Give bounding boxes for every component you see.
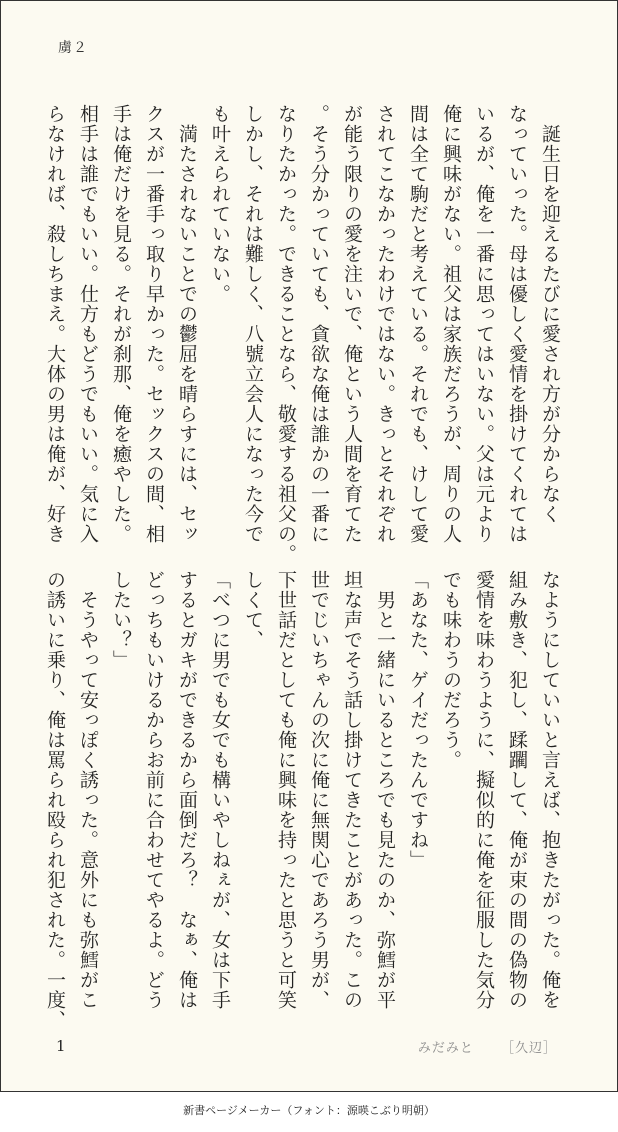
text-column: 「べつに男でも女でも構いやしねぇが、女は下手 (209, 570, 231, 1010)
text-column: でも味わうのだろう。 (440, 570, 462, 770)
text-column: 下世話だとしても俺に興味を持ったと思うと可笑 (275, 570, 297, 1010)
lower-text-block (44, 570, 566, 1030)
text-column: したい？」 (110, 570, 132, 670)
text-column: 愛情を味わうように、擬似的に俺を征服した気分 (473, 570, 495, 1010)
text-column: らなければ、殺しちまえ。大体の男は俺が、好き (44, 104, 66, 544)
text-column: 相手は誰でもいい。仕方もどうでもいい。気に入 (77, 104, 99, 544)
co-author-name: ［久辺］ (500, 1041, 557, 1056)
text-column: 。そう分かっていても、貪欲な俺は誰かの一番に (308, 104, 330, 544)
text-column: しかし、それは難しく、八號立会人になった今で (242, 104, 264, 544)
text-column: も叶えられていない。 (209, 104, 231, 304)
text-column: なりたかった。できることなら、敬愛する祖父の。 (275, 104, 297, 564)
text-column: クスが一番手っ取り早かった。セックスの間、相 (143, 104, 165, 544)
text-column: なっていった。母は優しく愛情を掛けてくれては (506, 104, 528, 544)
text-column: なようにしていいと言えば、抱きたがった。俺を (539, 570, 561, 1010)
author-credit (396, 1037, 557, 1056)
text-column: 誕生日を迎えるたびに愛され方が分からなく (539, 104, 561, 524)
text-column: 世でじいちゃんの次に俺に無関心であろう男が、 (308, 570, 330, 1010)
upper-text-block (44, 104, 566, 564)
text-column: されてこなかったわけではない。きっとそれぞれ (374, 104, 396, 544)
text-column: 満たされないことでの鬱屈を晴らすには、セッ (176, 104, 198, 544)
text-column: 坦な声でそう話し掛けてきたことがあった。この (341, 570, 363, 1010)
text-column: の誘いに乗り、俺は罵られ殴られ犯された。一度、 (44, 570, 66, 1030)
text-column: 「あなた、ゲイだったんですね」 (407, 570, 429, 870)
text-column: いるが、俺を一番に思ってはいない。父は元より (473, 104, 495, 544)
text-column: 手は俺だけを見る。それが刹那、俺を癒やした。 (110, 104, 132, 544)
author-name: みだみと (417, 1041, 474, 1056)
generator-footer: 新書ページメーカー（フォント：源暎こぶり明朝） (183, 1104, 435, 1117)
text-column: しくて、 (242, 570, 264, 650)
text-column: 間は全て駒だと考えている。それでも、けして愛 (407, 104, 429, 544)
text-column: 俺に興味がない。祖父は家族だろうが、周りの人 (440, 104, 462, 544)
text-column: が能う限りの愛を注いで、俺という人間を育てた (341, 104, 363, 544)
text-column: 組み敷き、犯し、蹂躙して、俺が束の間の偽物の (506, 570, 528, 1010)
page-number: 1 (56, 1037, 66, 1055)
text-column: どっちもいけるからお前に合わせてやるよ。どう (143, 570, 165, 1010)
text-column: そうやって安っぽく誘った。意外にも弥鱈がこ (77, 570, 99, 1010)
text-column: するとガキができるから面倒だろ？ なぁ、俺は (176, 570, 198, 1010)
chapter-title: 虜２ (58, 40, 88, 56)
text-column: 男と一緒にいるところでも見たのか、弥鱈が平 (374, 570, 396, 1010)
